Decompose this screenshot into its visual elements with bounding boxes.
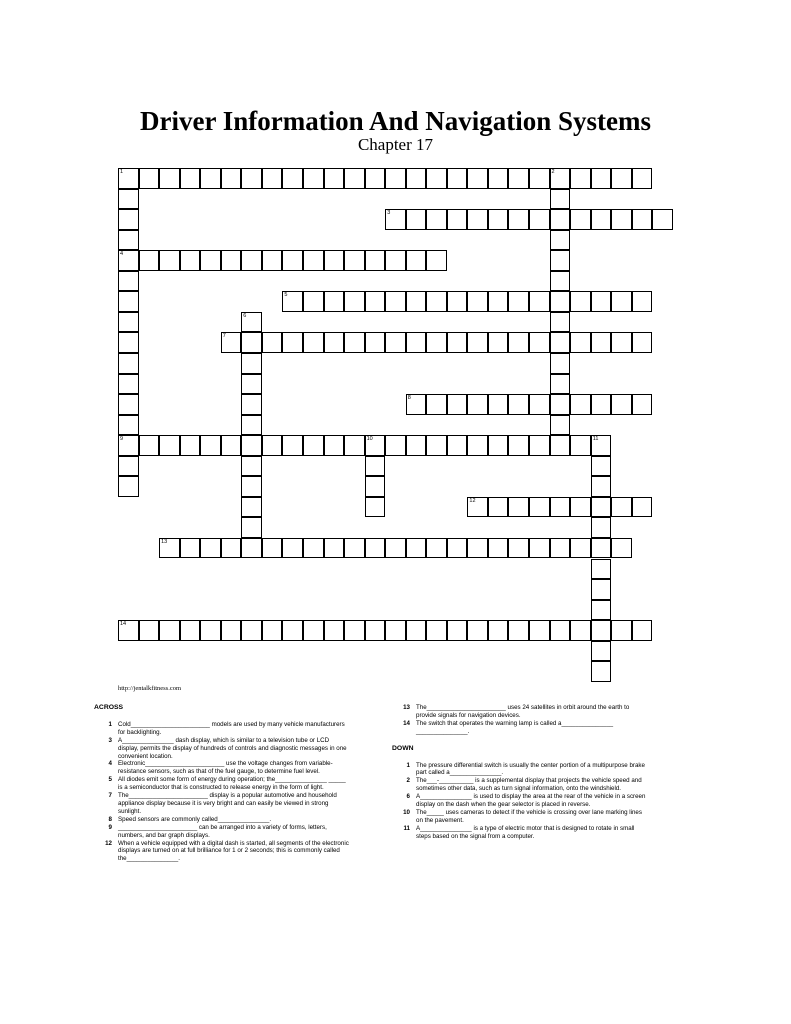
crossword-cell[interactable] (406, 209, 427, 230)
crossword-cell[interactable] (488, 209, 509, 230)
crossword-cell[interactable] (180, 620, 201, 641)
down-clue-2: 2 The___-__________ is a supplemental display that projects the vehicle speed and sometimes other data, such as turn signal information, onto the windshield. (406, 777, 642, 793)
crossword-cell[interactable] (611, 394, 632, 415)
crossword-cell[interactable] (426, 250, 447, 271)
crossword-cell[interactable] (118, 271, 139, 292)
crossword-cell[interactable] (180, 250, 201, 271)
crossword-cell[interactable] (241, 332, 262, 353)
crossword-cell[interactable] (652, 209, 673, 230)
across-clue-5: 5 All diodes emit some form of energy during operation; the_______________ _____ is a semiconductor that is constructed to release energy in the form of light. (108, 776, 346, 792)
crossword-cell[interactable] (282, 538, 303, 559)
crossword-cell[interactable] (467, 620, 488, 641)
crossword-cell[interactable] (550, 415, 571, 436)
crossword-cell[interactable] (611, 620, 632, 641)
crossword-cell[interactable] (550, 353, 571, 374)
source-url: http://jentalkfitness.com (118, 685, 182, 692)
crossword-cell[interactable] (467, 291, 488, 312)
crossword-cell[interactable] (118, 353, 139, 374)
crossword-cell[interactable] (344, 332, 365, 353)
crossword-cell[interactable] (632, 394, 653, 415)
crossword-cell[interactable] (488, 435, 509, 456)
across-clue-13: 13 The_______________________ uses 24 satellites in orbit around the earth to provide signals for navigation devices. (403, 704, 630, 719)
crossword-cell[interactable] (241, 250, 262, 271)
down-clue-11: 11 A_______________ is a type of electric motor that is designed to rotate in small steps based on the signal from a computer. (403, 824, 635, 840)
crossword-cell[interactable] (324, 250, 345, 271)
crossword-cell[interactable] (365, 332, 386, 353)
crossword-cell[interactable] (282, 435, 303, 456)
crossword-cell[interactable] (385, 250, 406, 271)
across-clue-1: 1 Cold_______________________ models are used by many vehicle manufacturers for backlighting. (108, 720, 345, 736)
crossword-cell[interactable] (282, 168, 303, 189)
crossword-cell[interactable] (529, 538, 550, 559)
crossword-cell[interactable] (159, 435, 180, 456)
crossword-cell[interactable] (570, 620, 591, 641)
crossword-cell[interactable] (488, 168, 509, 189)
crossword-cell[interactable] (632, 620, 653, 641)
crossword-cell[interactable] (262, 538, 283, 559)
crossword-cell[interactable] (467, 538, 488, 559)
across-clue-9: 9 _______________________ can be arranged into a variety of forms, letters, numbers, and bar graph displays. (108, 823, 327, 839)
crossword-cell[interactable] (447, 435, 468, 456)
crossword-cell[interactable] (467, 209, 488, 230)
crossword-cell[interactable] (365, 620, 386, 641)
crossword-cell[interactable] (118, 189, 139, 210)
crossword-cell[interactable] (241, 312, 262, 333)
crossword-cell[interactable] (591, 600, 612, 621)
crossword-cell[interactable] (550, 435, 571, 456)
clue-number: 9 (120, 436, 124, 443)
crossword-cell[interactable] (303, 435, 324, 456)
crossword-cell[interactable] (221, 435, 242, 456)
crossword-cell[interactable] (426, 435, 447, 456)
crossword-cell[interactable] (221, 250, 242, 271)
crossword-cell[interactable] (344, 291, 365, 312)
clue-number: 2 (551, 169, 555, 175)
crossword-cell[interactable] (467, 332, 488, 353)
crossword-cell[interactable] (262, 168, 283, 189)
crossword-cell[interactable] (550, 374, 571, 395)
crossword-cell[interactable] (303, 250, 324, 271)
crossword-cell[interactable] (324, 168, 345, 189)
crossword-cell[interactable] (262, 620, 283, 641)
crossword-cell[interactable] (467, 435, 488, 456)
crossword-cell[interactable] (550, 497, 571, 518)
crossword-cell[interactable] (241, 456, 262, 477)
crossword-cell[interactable] (591, 661, 612, 682)
crossword-cell[interactable] (365, 497, 386, 518)
crossword-cell[interactable] (200, 168, 221, 189)
crossword-cell[interactable] (406, 538, 427, 559)
puzzle-title: Driver Information And Navigation Systems (139, 106, 651, 136)
crossword-cell[interactable] (241, 497, 262, 518)
crossword-cell[interactable] (241, 415, 262, 436)
crossword-cell[interactable] (447, 209, 468, 230)
crossword-cell[interactable] (550, 332, 571, 353)
crossword-cell[interactable] (488, 620, 509, 641)
crossword-cell[interactable] (221, 620, 242, 641)
crossword-cell[interactable] (467, 497, 488, 518)
crossword-cell[interactable] (447, 291, 468, 312)
crossword-cell[interactable] (159, 538, 180, 559)
crossword-cell[interactable] (426, 291, 447, 312)
crossword-cell[interactable] (591, 476, 612, 497)
crossword-cell[interactable] (508, 435, 529, 456)
crossword-cell[interactable] (406, 435, 427, 456)
crossword-cell[interactable] (550, 620, 571, 641)
clue-number: 7 (222, 333, 226, 340)
crossword-cell[interactable] (241, 620, 262, 641)
clue-number: 3 (387, 210, 391, 217)
clue-column-left (94, 704, 350, 863)
crossword-cell[interactable] (591, 394, 612, 415)
crossword-cell[interactable] (344, 435, 365, 456)
crossword-cell[interactable] (488, 497, 509, 518)
crossword-cell[interactable] (529, 168, 550, 189)
crossword-cell[interactable] (365, 538, 386, 559)
clue-number: 12 (469, 497, 476, 504)
crossword-cell[interactable] (282, 620, 303, 641)
crossword-cell[interactable] (385, 209, 406, 230)
crossword-cell[interactable] (508, 620, 529, 641)
crossword-cell[interactable] (529, 497, 550, 518)
crossword-cell[interactable] (570, 209, 591, 230)
crossword-cell[interactable] (221, 168, 242, 189)
crossword-cell[interactable] (570, 435, 591, 456)
crossword-cell[interactable] (159, 620, 180, 641)
crossword-cell[interactable] (200, 435, 221, 456)
crossword-cell[interactable] (508, 497, 529, 518)
down-clue-6: 6 A_______________ is used to display the area at the rear of the vehicle in a screen display on the dash when the gear selector is placed in reverse. (406, 793, 646, 809)
crossword-cell[interactable] (385, 620, 406, 641)
crossword-cell[interactable] (118, 456, 139, 477)
crossword-cell[interactable] (529, 620, 550, 641)
across-clue-14: 14 The switch that operates the warning lamp is called a_______________ _______________. (403, 719, 614, 735)
crossword-cell[interactable] (303, 620, 324, 641)
crossword-cell[interactable] (591, 641, 612, 662)
crossword-cell[interactable] (118, 394, 139, 415)
crossword-cell[interactable] (591, 209, 612, 230)
crossword-cell[interactable] (426, 332, 447, 353)
across-clue-3: 3 A_______________ dash display, which is similar to a television tube or LCD display, permits the display of hundreds of controls and diagnostic messages in one convenient location. (108, 736, 347, 760)
crossword-cell[interactable] (550, 538, 571, 559)
crossword-cell[interactable] (282, 332, 303, 353)
crossword-cell[interactable] (180, 435, 201, 456)
crossword-cell[interactable] (241, 435, 262, 456)
crossword-cell[interactable] (591, 538, 612, 559)
crossword-cell[interactable] (200, 250, 221, 271)
down-heading: DOWN (392, 744, 414, 752)
crossword-cell[interactable] (221, 332, 242, 353)
crossword-cell[interactable] (118, 230, 139, 251)
crossword-cell[interactable] (632, 291, 653, 312)
crossword-cell[interactable] (262, 250, 283, 271)
crossword-cell[interactable] (139, 620, 160, 641)
clue-number: 8 (407, 395, 411, 402)
crossword-cell[interactable] (570, 497, 591, 518)
crossword-cell[interactable] (529, 209, 550, 230)
crossword-cell[interactable] (550, 271, 571, 292)
across-clue-7: 7 The_______________________ display is a popular automotive and household appliance display because it is very bright and can easily be viewed in strong sunlight. (108, 792, 337, 815)
crossword-cell[interactable] (118, 168, 139, 189)
crossword-cell[interactable] (241, 538, 262, 559)
crossword-cell[interactable] (570, 538, 591, 559)
crossword-cell[interactable] (406, 250, 427, 271)
crossword-cell[interactable] (241, 476, 262, 497)
crossword-cell[interactable] (118, 374, 139, 395)
crossword-cell[interactable] (118, 209, 139, 230)
crossword-cell[interactable] (385, 168, 406, 189)
crossword-cell[interactable] (139, 168, 160, 189)
crossword-cell[interactable] (591, 291, 612, 312)
crossword-cell[interactable] (324, 620, 345, 641)
crossword-cell[interactable] (118, 332, 139, 353)
crossword-cell[interactable] (611, 538, 632, 559)
crossword-cell[interactable] (632, 332, 653, 353)
crossword-cell[interactable] (262, 435, 283, 456)
crossword-cell[interactable] (508, 394, 529, 415)
crossword-cell[interactable] (344, 620, 365, 641)
crossword-cell[interactable] (550, 312, 571, 333)
crossword-cell[interactable] (406, 291, 427, 312)
crossword-cell[interactable] (426, 538, 447, 559)
crossword-cell[interactable] (570, 394, 591, 415)
clue-number: 10 (366, 436, 373, 443)
crossword-cell[interactable] (591, 497, 612, 518)
crossword-cell[interactable] (118, 620, 139, 641)
chapter-subtitle: Chapter 17 (357, 135, 434, 154)
crossword-cell[interactable] (385, 435, 406, 456)
crossword-cell[interactable] (426, 209, 447, 230)
crossword-cell[interactable] (365, 168, 386, 189)
crossword-cell[interactable] (365, 250, 386, 271)
crossword-cell[interactable] (200, 620, 221, 641)
crossword-cell[interactable] (303, 168, 324, 189)
down-clue-10: 10 The_____ uses cameras to detect if the vehicle is crossing over lane marking lines on the pavement. (403, 808, 642, 824)
crossword-cell[interactable] (241, 353, 262, 374)
crossword-cell[interactable] (406, 168, 427, 189)
crossword-cell[interactable] (591, 559, 612, 580)
crossword-cell[interactable] (467, 394, 488, 415)
crossword-cell[interactable] (550, 230, 571, 251)
crossword-cell[interactable] (591, 517, 612, 538)
crossword-cell[interactable] (139, 435, 160, 456)
crossword-cell[interactable] (118, 476, 139, 497)
crossword-cell[interactable] (303, 291, 324, 312)
crossword-cell[interactable] (447, 620, 468, 641)
crossword-cell[interactable] (591, 456, 612, 477)
crossword-cell[interactable] (591, 620, 612, 641)
crossword-cell[interactable] (344, 250, 365, 271)
crossword-cell[interactable] (467, 168, 488, 189)
clue-number: 4 (120, 251, 124, 258)
crossword-cell[interactable] (118, 415, 139, 436)
crossword-cell[interactable] (591, 579, 612, 600)
crossword-cell[interactable] (550, 168, 571, 189)
crossword-cell[interactable] (324, 538, 345, 559)
crossword-cell[interactable] (570, 332, 591, 353)
crossword-cell[interactable] (118, 250, 139, 271)
crossword-cell[interactable] (324, 332, 345, 353)
crossword-cell[interactable] (550, 291, 571, 312)
crossword-cell[interactable] (365, 456, 386, 477)
crossword-cell[interactable] (632, 497, 653, 518)
crossword-cell[interactable] (447, 394, 468, 415)
crossword-cell[interactable] (447, 332, 468, 353)
crossword-cell[interactable] (118, 291, 139, 312)
crossword-cell[interactable] (488, 394, 509, 415)
crossword-cell[interactable] (529, 332, 550, 353)
clue-number: 14 (120, 621, 127, 628)
crossword-cell[interactable] (632, 209, 653, 230)
crossword-cell[interactable] (118, 312, 139, 333)
crossword-cell[interactable] (488, 291, 509, 312)
crossword-cell[interactable] (550, 189, 571, 210)
crossword-cell[interactable] (508, 291, 529, 312)
across-heading: ACROSS (94, 704, 124, 711)
crossword-cell[interactable] (591, 332, 612, 353)
crossword-cell[interactable] (303, 332, 324, 353)
crossword-cell[interactable] (406, 620, 427, 641)
crossword-cell[interactable] (508, 168, 529, 189)
crossword-cell[interactable] (632, 168, 653, 189)
crossword-cell[interactable] (262, 332, 283, 353)
crossword-cell[interactable] (426, 394, 447, 415)
crossword-cell[interactable] (221, 538, 242, 559)
crossword-cell[interactable] (550, 250, 571, 271)
crossword-cell[interactable] (611, 291, 632, 312)
crossword-cell[interactable] (406, 332, 427, 353)
crossword-cell[interactable] (426, 620, 447, 641)
crossword-cell[interactable] (282, 291, 303, 312)
clue-number: 13 (161, 538, 168, 545)
crossword-cell[interactable] (570, 291, 591, 312)
crossword-cell[interactable] (241, 374, 262, 395)
crossword-cell[interactable] (488, 538, 509, 559)
crossword-cell[interactable] (241, 168, 262, 189)
crossword-cell[interactable] (529, 291, 550, 312)
crossword-cell[interactable] (508, 209, 529, 230)
crossword-cell[interactable] (488, 332, 509, 353)
clue-column-right (392, 704, 648, 841)
clue-number: 1 (120, 169, 124, 175)
crossword-cell[interactable] (324, 291, 345, 312)
crossword-cell[interactable] (591, 168, 612, 189)
crossword-cell[interactable] (282, 250, 303, 271)
crossword-cell[interactable] (550, 209, 571, 230)
crossword-cell[interactable] (611, 497, 632, 518)
crossword-cell[interactable] (241, 394, 262, 415)
crossword-cell[interactable] (611, 168, 632, 189)
crossword-cell[interactable] (303, 538, 324, 559)
crossword-cell[interactable] (591, 435, 612, 456)
crossword-cell[interactable] (159, 250, 180, 271)
clue-number: 6 (243, 312, 247, 319)
crossword-cell[interactable] (365, 435, 386, 456)
crossword-cell[interactable] (508, 332, 529, 353)
across-clue-8: 8 Speed sensors are commonly called_______________. (108, 815, 272, 823)
crossword-cell[interactable] (118, 435, 139, 456)
crossword-cell[interactable] (529, 435, 550, 456)
crossword-cell[interactable] (139, 250, 160, 271)
crossword-cell[interactable] (385, 291, 406, 312)
crossword-cell[interactable] (180, 168, 201, 189)
across-clue-4: 4 Electronic_______________________ use the voltage changes from variable-resistance sensors, such as that of the fuel gauge, to determine fuel level. (108, 760, 333, 776)
crossword-cell[interactable] (550, 394, 571, 415)
crossword-cell[interactable] (385, 538, 406, 559)
crossword-cell[interactable] (344, 538, 365, 559)
crossword-cell[interactable] (200, 538, 221, 559)
crossword-cell[interactable] (241, 517, 262, 538)
crossword-cell[interactable] (324, 435, 345, 456)
crossword-cell[interactable] (385, 332, 406, 353)
crossword-cell[interactable] (570, 168, 591, 189)
crossword-cell[interactable] (508, 538, 529, 559)
crossword-cell[interactable] (180, 538, 201, 559)
crossword-cell[interactable] (447, 538, 468, 559)
crossword-cell[interactable] (159, 168, 180, 189)
down-clue-1: 1 The pressure differential switch is usually the center portion of a multipurpose brake part called a_______________. (406, 761, 645, 777)
clue-number: 11 (592, 436, 599, 443)
crossword-cell[interactable] (611, 209, 632, 230)
crossword-cell[interactable] (406, 394, 427, 415)
across-clue-12: 12 When a vehicle equipped with a digital dash is started, all segments of the electronic displays are turned on at full brilliance for 1 or 2 seconds; this is commonly called the_______________. (105, 839, 349, 863)
crossword-cell[interactable] (426, 168, 447, 189)
crossword-cell[interactable] (344, 168, 365, 189)
crossword-cell[interactable] (447, 168, 468, 189)
crossword-cell[interactable] (529, 394, 550, 415)
crossword-cell[interactable] (365, 476, 386, 497)
crossword-cell[interactable] (611, 332, 632, 353)
clue-number: 5 (284, 292, 288, 299)
crossword-cell[interactable] (365, 291, 386, 312)
